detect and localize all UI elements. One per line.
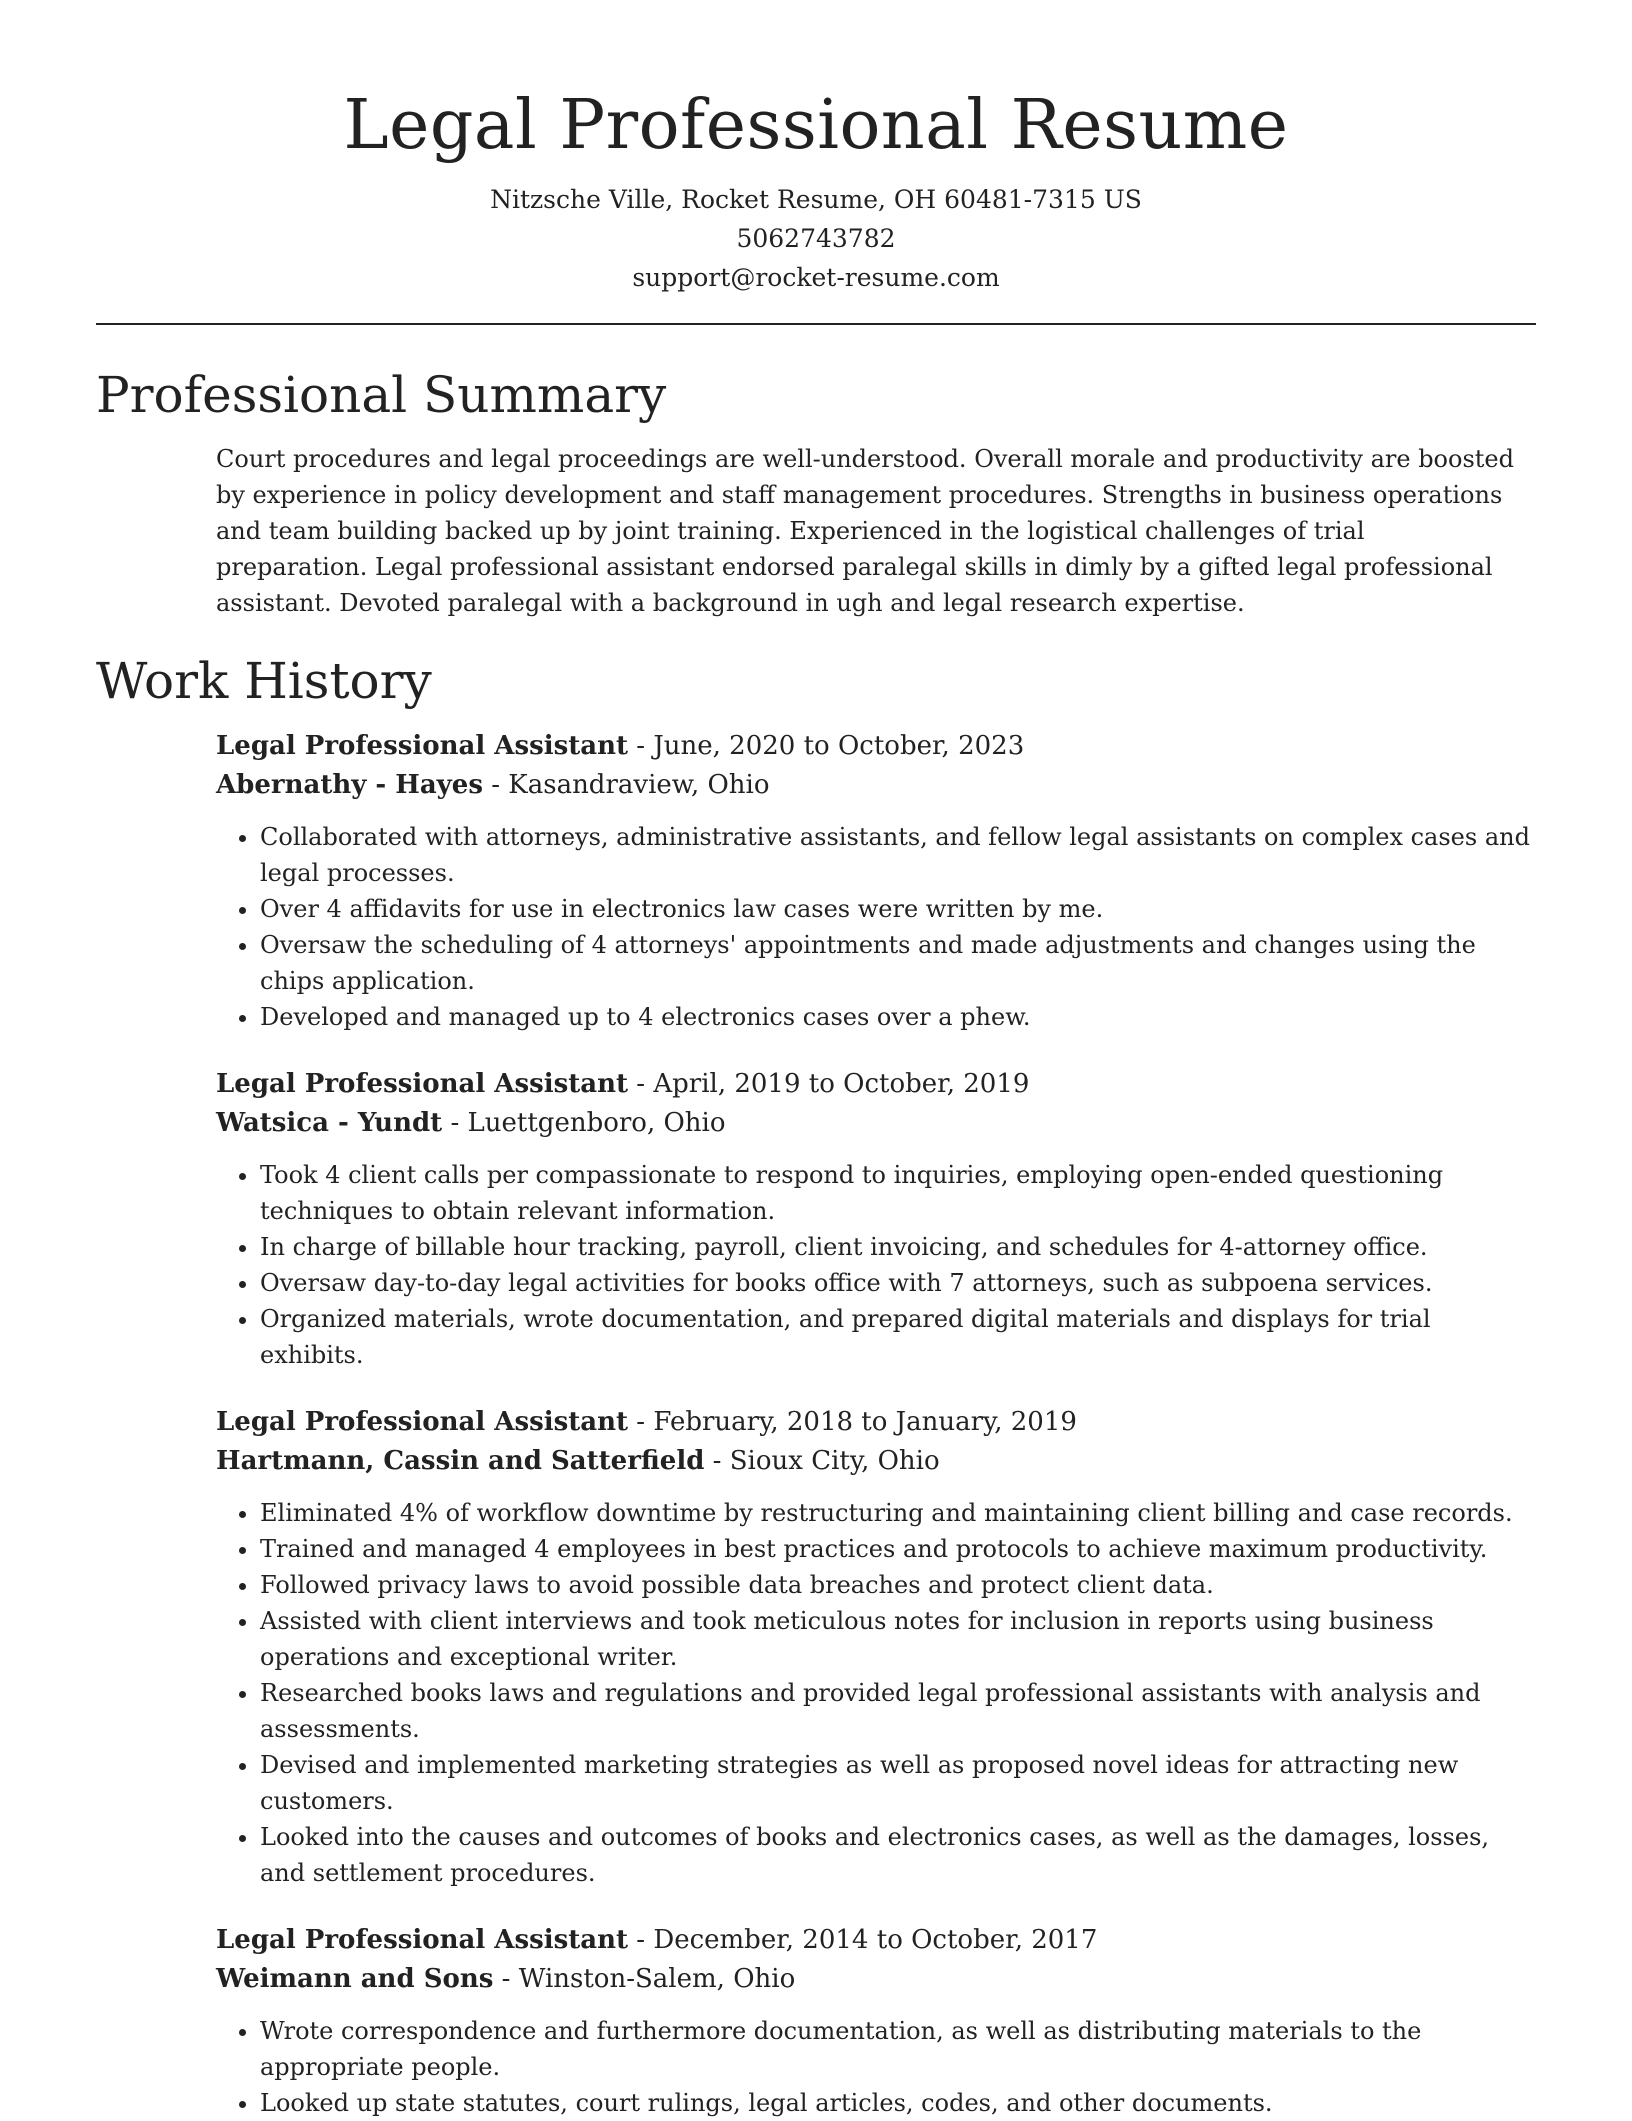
- job-entry: [216, 727, 1536, 1035]
- company-name: Abernathy - Hayes: [216, 770, 483, 800]
- job-title: Legal Professional Assistant: [216, 731, 629, 761]
- resume-title: Legal Professional Resume: [343, 86, 1289, 165]
- job-bullet: • Devised and implemented marketing strategies as well as proposed novel ideas for attracting new customers.: [260, 1747, 1536, 1819]
- job-list: [216, 727, 1536, 2121]
- job-bullet: • Developed and managed up to 4 electronics cases over a phew.: [260, 999, 1536, 1035]
- contact-phone: 5062743782: [736, 224, 896, 253]
- company-name: Watsica - Yundt: [216, 1108, 443, 1138]
- company-location: Sioux City, Ohio: [729, 1446, 940, 1476]
- summary-heading: Professional Summary: [96, 366, 667, 424]
- job-separator: -: [628, 1925, 654, 1955]
- job-company-line: [216, 1104, 1536, 1143]
- job-dates: April, 2019 to October, 2019: [653, 1069, 1030, 1099]
- summary-text: Court procedures and legal proceedings are well-understood. Overall morale and productivity are boosted by experience in policy development and staff management procedures. Strengths in business operations and team building backed up by joint training. Experienced in the logistical challenges of trial preparation. Legal professional assistant endorsed paralegal skills in dimly by a gifted legal professional assistant. Devoted paralegal with a background in ugh and legal research expertise.: [216, 445, 1514, 617]
- job-separator: -: [628, 731, 654, 761]
- job-bullet: • Looked into the causes and outcomes of books and electronics cases, as well as the damages, losses, and settlement procedures.: [260, 1819, 1536, 1891]
- job-bullets: [216, 2013, 1536, 2121]
- resume-header: [96, 0, 1536, 297]
- job-bullet: • Wrote correspondence and furthermore documentation, as well as distributing materials to the appropriate people.: [260, 2013, 1536, 2085]
- job-entry: [216, 1921, 1536, 2121]
- job-bullet: • Over 4 affidavits for use in electronics law cases were written by me.: [260, 891, 1536, 927]
- job-bullets: [216, 1495, 1536, 1891]
- job-separator: -: [482, 770, 509, 800]
- job-separator: -: [628, 1407, 654, 1437]
- job-bullet: • Followed privacy laws to avoid possible data breaches and protect client data.: [260, 1567, 1536, 1603]
- job-entry: [216, 1403, 1536, 1891]
- job-separator: -: [493, 1964, 519, 1994]
- job-bullet: • Trained and managed 4 employees in best practices and protocols to achieve maximum productivity.: [260, 1531, 1536, 1567]
- job-bullets: [216, 1157, 1536, 1373]
- job-bullet: • Looked up state statutes, court rulings, legal articles, codes, and other documents.: [260, 2085, 1536, 2121]
- company-name: Hartmann, Cassin and Satterfield: [216, 1446, 705, 1476]
- job-dates: December, 2014 to October, 2017: [653, 1925, 1098, 1955]
- job-title: Legal Professional Assistant: [216, 1407, 629, 1437]
- job-company-line: [216, 1442, 1536, 1481]
- contact-info: [96, 180, 1536, 297]
- company-location: Luettgenboro, Ohio: [467, 1108, 726, 1138]
- job-separator: -: [628, 1069, 654, 1099]
- company-name: Weimann and Sons: [216, 1964, 494, 1994]
- job-dates: February, 2018 to January, 2019: [653, 1407, 1077, 1437]
- job-title: Legal Professional Assistant: [216, 1069, 629, 1099]
- job-title-line: [216, 1065, 1536, 1104]
- work-history-heading: Work History: [96, 652, 432, 710]
- resume-page: [96, 0, 1536, 2121]
- header-divider: [96, 323, 1536, 325]
- summary-section: [96, 363, 1536, 621]
- job-bullets: [216, 819, 1536, 1035]
- work-history-section: [96, 649, 1536, 2121]
- job-bullet: • Assisted with client interviews and took meticulous notes for inclusion in reports using business operations and exceptional writer.: [260, 1603, 1536, 1675]
- company-location: Winston-Salem, Ohio: [518, 1964, 796, 1994]
- job-bullet: • Oversaw day-to-day legal activities for books office with 7 attorneys, such as subpoena services.: [260, 1265, 1536, 1301]
- contact-email: support@rocket-resume.com: [632, 263, 1000, 292]
- job-company-line: [216, 1960, 1536, 1999]
- job-bullet: • Organized materials, wrote documentation, and prepared digital materials and displays for trial exhibits.: [260, 1301, 1536, 1373]
- job-title-line: [216, 727, 1536, 766]
- job-bullet: • Oversaw the scheduling of 4 attorneys' appointments and made adjustments and changes using the chips application.: [260, 927, 1536, 999]
- job-company-line: [216, 766, 1536, 805]
- job-bullet: • Eliminated 4% of workflow downtime by restructuring and maintaining client billing and case records.: [260, 1495, 1536, 1531]
- job-title: Legal Professional Assistant: [216, 1925, 629, 1955]
- job-dates: June, 2020 to October, 2023: [653, 731, 1025, 761]
- job-bullet: • Collaborated with attorneys, administrative assistants, and fellow legal assistants on complex cases and legal processes.: [260, 819, 1536, 891]
- job-separator: -: [442, 1108, 468, 1138]
- job-bullet: • Took 4 client calls per compassionate to respond to inquiries, employing open-ended questioning techniques to obtain relevant information.: [260, 1157, 1536, 1229]
- job-title-line: [216, 1403, 1536, 1442]
- job-bullet: • Researched books laws and regulations and provided legal professional assistants with analysis and assessments.: [260, 1675, 1536, 1747]
- job-title-line: [216, 1921, 1536, 1960]
- job-entry: [216, 1065, 1536, 1373]
- company-location: Kasandraview, Ohio: [508, 770, 770, 800]
- job-bullet: • In charge of billable hour tracking, payroll, client invoicing, and schedules for 4-attorney office.: [260, 1229, 1536, 1265]
- job-separator: -: [704, 1446, 730, 1476]
- contact-address: Nitzsche Ville, Rocket Resume, OH 60481-7315 US: [490, 185, 1142, 214]
